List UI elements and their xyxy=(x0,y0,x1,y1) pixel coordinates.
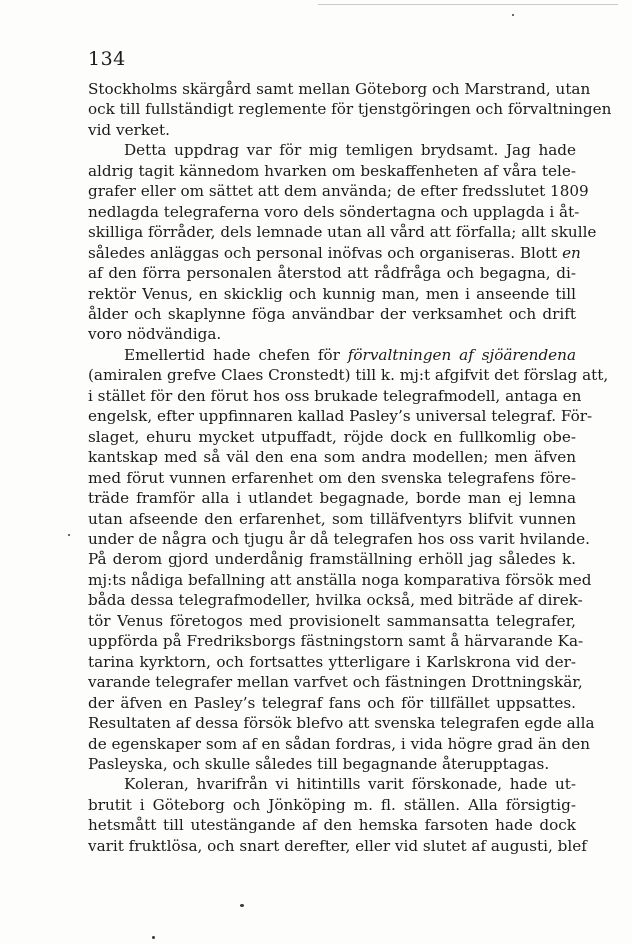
text-line: af den förra personalen återstod att rådfråga och begagna, di- xyxy=(88,264,576,283)
scan-speck xyxy=(68,534,70,536)
scan-edge-line xyxy=(318,4,618,5)
text-line: der äfven en Pasley’s telegraf fans och för tillfället uppsattes. xyxy=(88,693,576,712)
text-line: brutit i Göteborg och Jönköping m. fl. ställen. Alla försigtig- xyxy=(88,795,576,814)
paragraph-3 xyxy=(88,345,609,775)
text-line: På derom gjord underdånig framställning erhöll jag således k. xyxy=(88,550,576,569)
text-line: träde framför alla i utlandet begagnade, borde man ej lemna xyxy=(88,489,576,508)
text-line: Koleran, hvarifrån vi hitintills varit förskonade, hade ut- xyxy=(124,775,576,794)
paragraph-1 xyxy=(88,79,612,140)
scan-speck xyxy=(152,936,155,939)
text-line xyxy=(88,345,576,365)
text-line: hetsmått till utestängande af den hemska farsoten hade dock xyxy=(88,816,576,835)
italic-phrase: förvaltningen af sjöärendena xyxy=(347,345,576,364)
text-line: Resultaten af dessa försök blefvo att svenska telegrafen egde alla xyxy=(88,714,595,733)
text-line: mj:ts nådiga befallning att anställa noga komparativa försök med xyxy=(88,570,592,589)
text-line: (amiralen grefve Claes Cronstedt) till k. mj:t afgifvit det förslag att, xyxy=(88,366,609,385)
text-line: ock till fullständigt reglemente för tjenstgöringen och förvaltningen xyxy=(88,100,612,119)
page-number: 134 xyxy=(88,48,126,70)
text-line: nedlagda telegraferna voro dels söndertagna och upplagda i åt- xyxy=(88,202,580,221)
text-line: rektör Venus, en skicklig och kunnig man, men i anseende till xyxy=(88,284,576,303)
text-line: varande telegrafer mellan varfvet och fästningen Drottningskär, xyxy=(88,673,583,692)
text-line: tör Venus företogos med provisionelt sammansatta telegrafer, xyxy=(88,611,576,630)
scan-speck xyxy=(240,904,244,907)
text-line xyxy=(88,243,581,263)
text-line-start: Emellertid hade chefen för xyxy=(124,345,340,364)
text-line: Stockholms skärgård samt mellan Göteborg och Marstrand, utan xyxy=(88,80,591,98)
text-line: vid verket. xyxy=(88,120,170,139)
text-line: aldrig tagit kännedom hvarken om beskaffenheten af våra tele- xyxy=(88,161,576,180)
text-line: ålder och skaplynne föga användbar der verksamhet och drift xyxy=(88,304,576,323)
text-line: uppförda på Fredriksborgs fästningstorn samt å härvarande Ka- xyxy=(88,632,584,651)
text-line-start: således anläggas och personal inöfvas och organiseras. Blott xyxy=(88,243,558,262)
body-text xyxy=(88,79,612,856)
text-line: voro nödvändiga. xyxy=(88,325,222,344)
text-line: de egenskaper som af en sådan fordras, i vida högre grad än den xyxy=(88,734,591,753)
text-line: engelsk, efter uppfinnaren kallad Pasley’s universal telegraf. För- xyxy=(88,407,593,426)
text-line: under de några och tjugu år då telegrafen hos oss varit hvilande. xyxy=(88,529,590,548)
paragraph-2 xyxy=(88,140,597,345)
text-line: utan afseende den erfarenhet, som tilläfventyrs blifvit vunnen xyxy=(88,509,576,528)
text-line: varit fruktlösa, och snart derefter, eller vid slutet af augusti, blef xyxy=(88,836,587,855)
text-line: kantskap med så väl den ena som andra modellen; men äfven xyxy=(88,448,576,467)
italic-word: en xyxy=(562,243,581,262)
text-line: slaget, ehuru mycket utpuffadt, röjde dock en fullkomlig obe- xyxy=(88,427,576,446)
scan-speck xyxy=(512,14,514,16)
paragraph-4 xyxy=(88,774,587,856)
text-line: Detta uppdrag var för mig temligen brydsamt. Jag hade xyxy=(124,141,576,160)
text-line: båda dessa telegrafmodeller, hvilka också, med biträde af direk- xyxy=(88,591,583,610)
text-line: skilliga förråder, dels lemnade utan all vård att förfalla; allt skulle xyxy=(88,223,597,242)
text-line: tarina kyrktorn, och fortsattes ytterligare i Karlskrona vid der- xyxy=(88,652,576,671)
text-line: med förut vunnen erfarenhet om den svenska telegrafens före- xyxy=(88,468,576,487)
text-line: grafer eller om sättet att dem använda; de efter fredsslutet 1809 xyxy=(88,182,589,201)
text-line: Pasleyska, och skulle således till begagnande återupptagas. xyxy=(88,754,550,773)
text-line: i stället för den förut hos oss brukade telegrafmodell, antaga en xyxy=(88,386,582,405)
